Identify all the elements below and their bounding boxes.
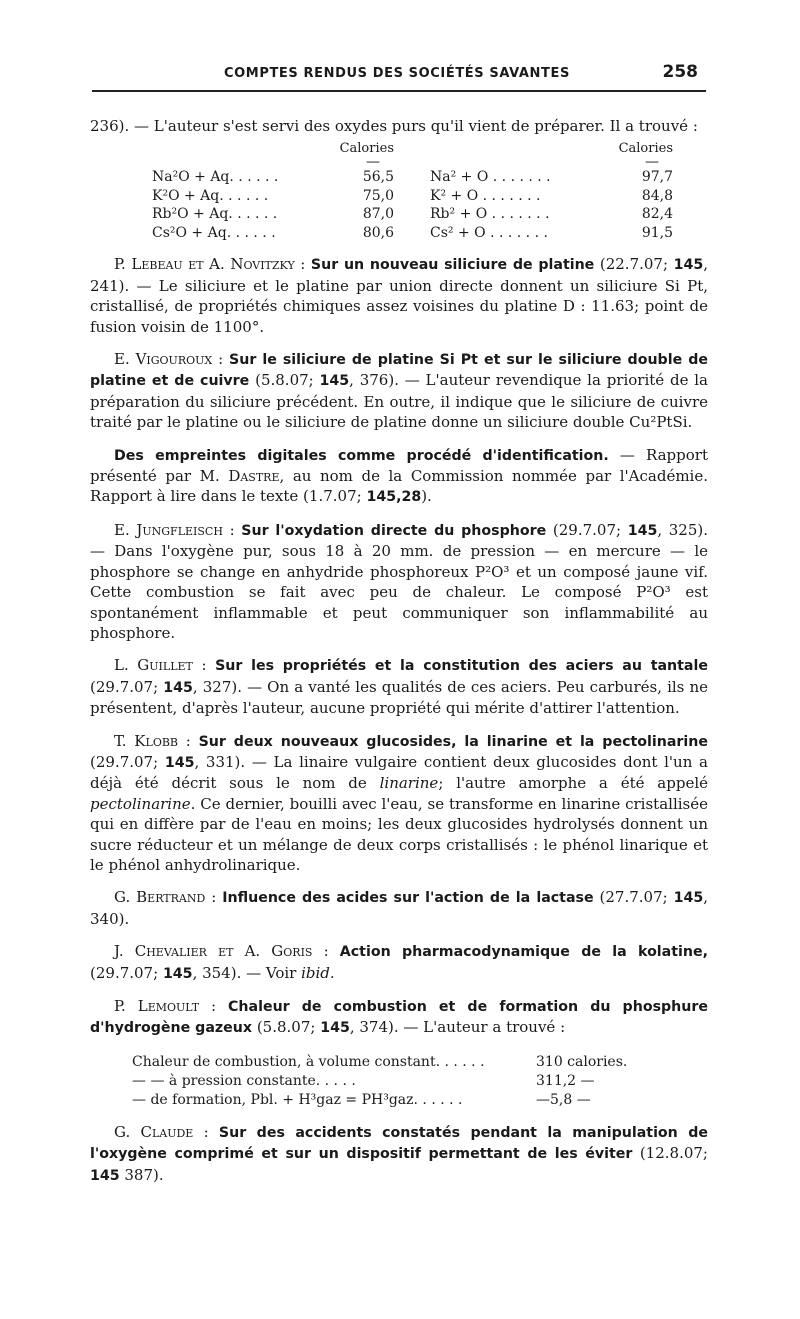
entry-author: J. Chevalier et A. Goris (114, 942, 313, 961)
entry-italic: pectolinarine (90, 794, 191, 813)
table-row (430, 168, 673, 187)
value: 91,5 (641, 224, 673, 241)
abstract-entry: P. Lebeau et A. Novitzky : Sur un nouveau siliciure de platine (22.7.07; 145, 241). — Le siliciure et le platine par union directe donnent un siliciure Si Pt, cristallisé, de propriétés chimiques assez voisines du platine D : 11.63; point de fusion voisin de 1100°. (90, 255, 708, 336)
value: 56,5 (362, 169, 394, 186)
abstract-entry: E. Vigouroux : Sur le siliciure de platine Si Pt et sur le siliciure double de platine et de cuivre (5.8.07; 145, 376). — L'auteur revendique la priorité de la préparation du siliciure précédent. En outre, il indique que le siliciure de cuivre traité par le platine ou le siliciure de platine donne un siliciure double Cu²PtSi. (90, 350, 708, 432)
column-header: Calories (339, 141, 394, 157)
abstract-entry: J. Chevalier et A. Goris : Action pharmacodynamique de la kolatine, (29.7.07; 145, 354). — Voir ibid. (90, 942, 709, 982)
entry-text: , 331). — La linaire vulgaire contient deux glucosides dont l'un a déjà été décrit sous le nom de (90, 752, 708, 793)
table-row (430, 224, 673, 243)
page-content (90, 116, 708, 1186)
page-number: 258 (662, 62, 698, 82)
entry-title: Sur des accidents constatés pendant la manipulation de l'oxygène comprimé et sur un dispositif permettant de les éviter (90, 1124, 708, 1163)
row-label: Chaleur de combustion, à volume constant. . . . . . (132, 1053, 485, 1070)
table-row (132, 1053, 628, 1072)
column-dash: — (645, 154, 659, 171)
entry-title: Des empreintes digitales comme procédé d'identification. (114, 447, 609, 464)
abstract-entry: P. Lemoult : Chaleur de combustion et de formation du phosphure d'hydrogène gazeux (5.8.07; 145, 374). — L'auteur a trouvé : (90, 997, 708, 1037)
entry-summary: 387). (119, 1165, 164, 1184)
table-row (152, 168, 394, 187)
value: 84,8 (641, 187, 673, 204)
entry-summary: , 374). — L'auteur a trouvé : (349, 1018, 566, 1037)
entry-volume: 145 (162, 965, 193, 982)
entry-ref: (22.7.07; (594, 255, 674, 274)
entry-ref: (5.8.07; (249, 371, 320, 390)
entry-summary: , 241). — Le siliciure et le platine par union directe donnent un siliciure Si Pt, cristallisé, de propriétés chimiques assez voisines du platine D : 11.63; point de fusion voisin de 1100°. (90, 255, 708, 336)
calories-table (90, 140, 708, 242)
value: 87,0 (362, 206, 394, 223)
row-value: 311,2 — (536, 1072, 595, 1089)
entry-ref: (29.7.07; (546, 520, 628, 539)
column-dash: — (366, 154, 380, 171)
entry-author: P. Lebeau et A. Novitzky (114, 255, 295, 274)
abstract-entry: E. Jungfleisch : Sur l'oxydation directe du phosphore (29.7.07; 145, 325). — Dans l'oxygène pur, sous 18 à 20 mm. de pression — en mercure — le phosphore se change en anhydride phosphoreux P²O³ et un composé jaune vif. Cette combustion se fait avec peu de chaleur. Le composé P²O³ est spontanément inflammable et peut communiquer son inflammabilité au phosphore. (90, 520, 708, 642)
abstract-entry: T. Klobb : Sur deux nouveaux glucosides, la linarine et la pectolinarine (29.7.07; 145, 331). — La linaire vulgaire contient deux glucosides dont l'un a déjà été décrit sous le nom de linarine; l'autre amorphe a été appelé pectolinarine. Ce dernier, bouilli avec l'eau, se transforme en linarine cristallisée qui en diffère par de l'eau en moins; les deux glucosides hydrolysés donnent un sucre réducteur et un mélange de deux corps cristallisés : le phénol linarique et le phénol anhydrolinarique. (90, 731, 708, 874)
entry-volume: 145 (627, 522, 658, 539)
entry-volume: 145 (164, 754, 195, 771)
entry-ref: (5.8.07; (252, 1018, 321, 1037)
entry-text: — Rapport présenté par M. (90, 445, 708, 486)
page-header (92, 58, 706, 92)
entry-text: , 354). — Voir (192, 963, 302, 982)
entry-volume: 145 (320, 1020, 350, 1037)
entry-title: Sur deux nouveaux glucosides, la linarine et la pectolinarine (198, 733, 708, 750)
entry-title: Sur un nouveau siliciure de platine (310, 257, 595, 274)
entry-italic: linarine (379, 774, 439, 793)
entry-author: G. Bertrand (114, 888, 206, 907)
entry-author: E. Jungfleisch (114, 520, 223, 539)
entry-summary: , 325). — Dans l'oxygène pur, sous 18 à 20 mm. de pression — en mercure — le phosphore se change en anhydride phosphoreux P²O³ et un composé jaune vif. Cette combustion se fait avec peu de chaleur. Le composé P²O³ est spontanément inflammable et peut communiquer son inflammabilité au phosphore. (90, 520, 708, 642)
entry-italic: ibid. (301, 963, 335, 982)
entry-ref: (29.7.07; (90, 752, 165, 771)
entry-ref: (12.8.07; (632, 1144, 708, 1163)
entry-title: Sur les propriétés et la constitution des aciers au tantale (215, 658, 708, 675)
entry-text: ). (421, 487, 432, 506)
entry-volume: 145 (673, 890, 704, 907)
value: 80,6 (362, 224, 394, 241)
formula: Rb²O + Aq. . . . . . (152, 206, 278, 223)
entry-author: E. Vigouroux (114, 350, 213, 369)
entry-title: Influence des acides sur l'action de la lactase (222, 890, 594, 907)
table-row (152, 187, 394, 206)
entry-summary: , 327). — On a vanté les qualités de ces aciers. Peu carburés, ils ne présentent, d'après l'auteur, aucune propriété qui mérite d'attirer l'attention. (90, 677, 708, 718)
entry-text: , au nom de la Commission nommée par l'Académie. Rapport à lire dans le texte (1.7.07; (90, 467, 708, 506)
entry-title: Sur l'oxydation directe du phosphore (241, 522, 547, 539)
table-row (132, 1091, 628, 1110)
entry-title: Chaleur de combustion et de formation du phosphure d'hydrogène gazeux (90, 999, 708, 1037)
formula: K²O + Aq. . . . . . (152, 187, 269, 204)
row-label: — de formation, Pbl. + H³gaz = PH³gaz. . . . . . (132, 1091, 463, 1108)
entry-ref: (29.7.07; (90, 677, 164, 696)
entry-volume: 145 (163, 679, 193, 696)
entry-author: T. Klobb (114, 731, 179, 750)
entry-text: . Ce dernier, bouilli avec l'eau, se transforme en linarine cristallisée qui en diffère par de l'eau en moins; les deux glucosides hydrolysés donnent un sucre réducteur et un mélange de deux corps cristallisés : le phénol linarique et le phénol anhydrolinarique. (90, 794, 708, 874)
entry-ref: (29.7.07; (90, 963, 163, 982)
entry-summary: , 376). — L'auteur revendique la priorité de la préparation du siliciure précédent. En outre, il indique que le siliciure de cuivre traité par le platine ou le siliciure de platine donne un siliciure double Cu²PtSi. (90, 371, 708, 432)
table-row (430, 187, 673, 206)
combustion-table (132, 1053, 708, 1110)
running-title: COMPTES RENDUS DES SOCIÉTÉS SAVANTES (224, 66, 570, 81)
entry-volume: 145 (319, 373, 350, 390)
entry-ref: (27.7.07; (593, 888, 674, 907)
abstract-entry: L. Guillet : Sur les propriétés et la constitution des aciers au tantale (29.7.07; 145, 327). — On a vanté les qualités de ces aciers. Peu carburés, ils ne présentent, d'après l'auteur, aucune propriété qui mérite d'attirer l'attention. (90, 656, 708, 718)
oxide-hydration-column (152, 140, 394, 242)
table-row (152, 205, 394, 224)
abstract-entry: G. Claude : Sur des accidents constatés pendant la manipulation de l'oxygène comprimé et sur un dispositif permettant de les éviter (12.8.07; 145 387). (90, 1122, 708, 1184)
table-row (132, 1072, 628, 1091)
entry-author: L. Guillet (114, 656, 193, 675)
table-row (430, 205, 673, 224)
entry-author: P. Lemoult (114, 997, 200, 1015)
entry-summary: , 340). (90, 888, 709, 928)
entry-author: G. Claude (114, 1122, 194, 1141)
formula: K² + O . . . . . . . (430, 187, 541, 204)
intro-paragraph: 236). — L'auteur s'est servi des oxydes purs qu'il vient de préparer. Il a trouvé : (90, 117, 698, 135)
column-header: Calories (618, 141, 673, 157)
table-row (152, 224, 394, 243)
abstract-entry: G. Bertrand : Influence des acides sur l'action de la lactase (27.7.07; 145, 340). (90, 888, 709, 928)
entry-volume: 145,28 (366, 489, 422, 506)
entry-title: Action pharmacodynamique de la kolatine, (339, 944, 709, 961)
oxide-formation-column (430, 140, 673, 242)
abstract-entry (90, 445, 708, 508)
formula: Na² + O . . . . . . . (430, 169, 551, 186)
formula: Na²O + Aq. . . . . . (152, 169, 279, 186)
formula: Cs²O + Aq. . . . . . (152, 224, 276, 241)
entry-volume: 145 (90, 1167, 120, 1184)
row-value: —5,8 — (536, 1091, 591, 1108)
entry-text: ; l'autre amorphe a été appelé (438, 774, 708, 793)
formula: Cs² + O . . . . . . . (430, 224, 548, 241)
formula: Rb² + O . . . . . . . (430, 206, 550, 223)
row-value: 310 calories. (536, 1053, 628, 1070)
entry-title: Sur le siliciure de platine Si Pt et sur le siliciure double de platine et de cuivre (90, 352, 708, 390)
entry-volume: 145 (673, 257, 704, 274)
value: 82,4 (641, 206, 673, 223)
row-label: — — à pression constante. . . . . (132, 1072, 356, 1089)
value: 97,7 (641, 169, 673, 186)
entry-person: Dastre (228, 467, 280, 486)
value: 75,0 (362, 187, 394, 204)
